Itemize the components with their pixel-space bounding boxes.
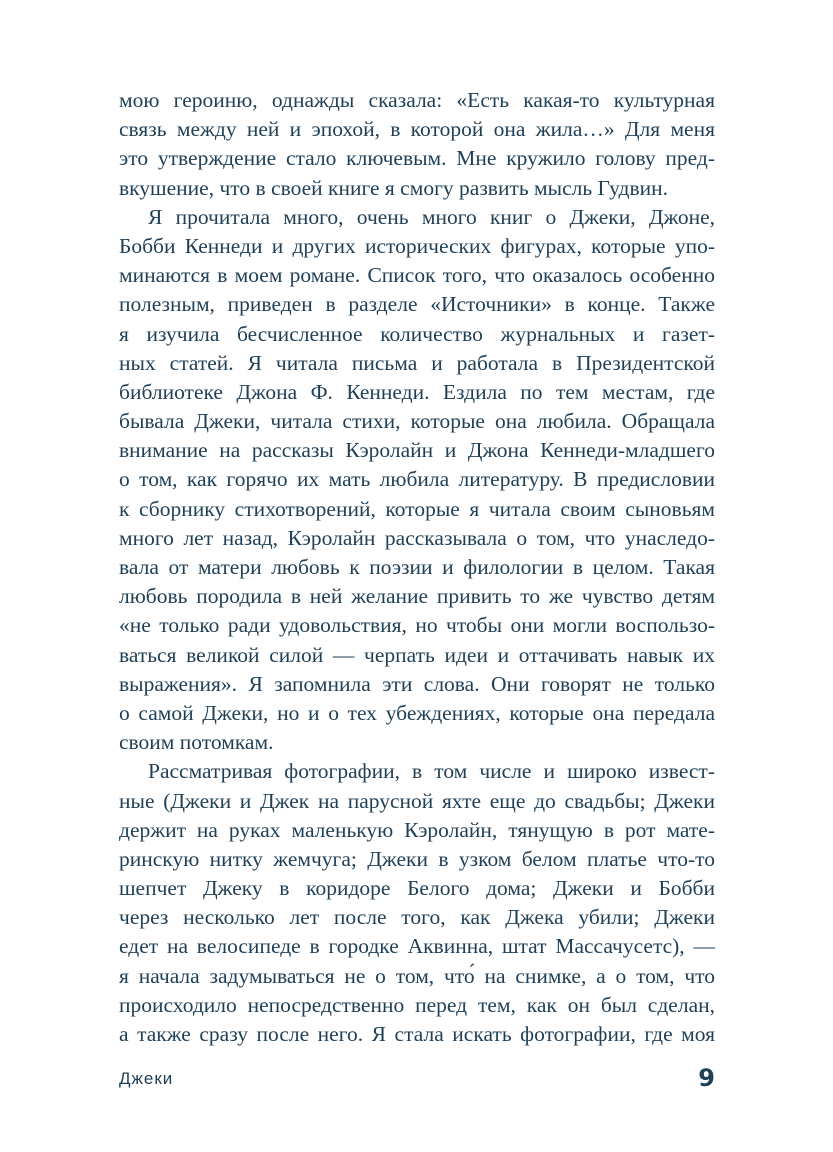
text-line: связь между ней и эпохой, в которой она жила…» Для меня bbox=[119, 117, 715, 142]
text-line: бывала Джеки, читала стихи, которые она любила. Обращала bbox=[119, 409, 715, 434]
text-line: о том, как горячо их мать любила литературу. В предисловии bbox=[119, 467, 715, 492]
text-line: мою героиню, однажды сказала: «Есть какая-то культурная bbox=[119, 88, 715, 112]
text-line: полезным, приведен в разделе «Источники» в конце. Также bbox=[119, 292, 715, 317]
running-title: Джеки bbox=[119, 1069, 174, 1088]
text-line: к сборнику стихотворений, которые я читала своим сыновьям bbox=[119, 496, 715, 521]
text-line: ных статей. Я читала письма и работала в Президентской bbox=[119, 350, 715, 375]
text-line: о самой Джеки, но и о тех убеждениях, которые она передала bbox=[119, 700, 715, 725]
text-line: через несколько лет после того, как Джека убили; Джеки bbox=[119, 905, 715, 930]
body-text bbox=[119, 86, 715, 1049]
text-line: ные (Джеки и Джек на парусной яхте еще до свадьбы; Джеки bbox=[119, 788, 715, 813]
text-line: выражения». Я запомнила эти слова. Они говорят не только bbox=[119, 671, 715, 696]
text-line: ваться великой силой — черпать идеи и оттачивать навык их bbox=[119, 642, 715, 667]
text-line: любовь породила в ней желание привить то же чувство детям bbox=[119, 584, 715, 609]
text-line: я начала задумываться не о том, что́ на снимке, а о том, что bbox=[119, 963, 715, 988]
text-line: держит на руках маленькую Кэролайн, тянущую в рот мате- bbox=[119, 817, 715, 842]
text-line: Бобби Кеннеди и других исторических фигурах, которые упо- bbox=[119, 233, 715, 258]
text-line: вкушение, что в своей книге я смогу развить мысль Гудвин. bbox=[119, 175, 669, 200]
text-line: шепчет Джеку в коридоре Белого дома; Джеки и Бобби bbox=[119, 876, 715, 901]
text-line: происходило непосредственно перед тем, как он был сделан, bbox=[119, 992, 715, 1017]
text-line: библиотеке Джона Ф. Кеннеди. Ездила по тем местам, где bbox=[119, 379, 715, 404]
text-line: вала от матери любовь к поэзии и филологии в целом. Такая bbox=[119, 555, 715, 579]
text-line: я изучила бесчисленное количество журнальных и газет- bbox=[119, 321, 715, 346]
text-line: ринскую нитку жемчуга; Джеки в узком белом платье что-то bbox=[119, 846, 715, 871]
text-line: это утверждение стало ключевым. Мне кружило голову пред- bbox=[119, 146, 715, 171]
paragraph-first-line: Рассматривая фотографии, в том числе и широко извест- bbox=[148, 759, 715, 784]
text-line: внимание на рассказы Кэролайн и Джона Кеннеди-младшего bbox=[119, 438, 715, 463]
text-line: минаются в моем романе. Список того, что оказалось особенно bbox=[119, 263, 715, 288]
text-line: своим потомкам. bbox=[119, 730, 274, 755]
page-number: 9 bbox=[698, 1064, 715, 1092]
paragraph-first-line: Я прочитала много, очень много книг о Джеки, Джоне, bbox=[148, 204, 715, 229]
text-line: а также сразу после него. Я стала искать фотографии, где моя bbox=[119, 1022, 715, 1046]
text-line: едет на велосипеде в городке Аквинна, штат Массачусетс), — bbox=[119, 934, 715, 959]
text-line: много лет назад, Кэролайн рассказывала о том, что унаследо- bbox=[119, 525, 715, 550]
text-line: «не только ради удовольствия, но чтобы они могли воспользо- bbox=[119, 613, 715, 638]
